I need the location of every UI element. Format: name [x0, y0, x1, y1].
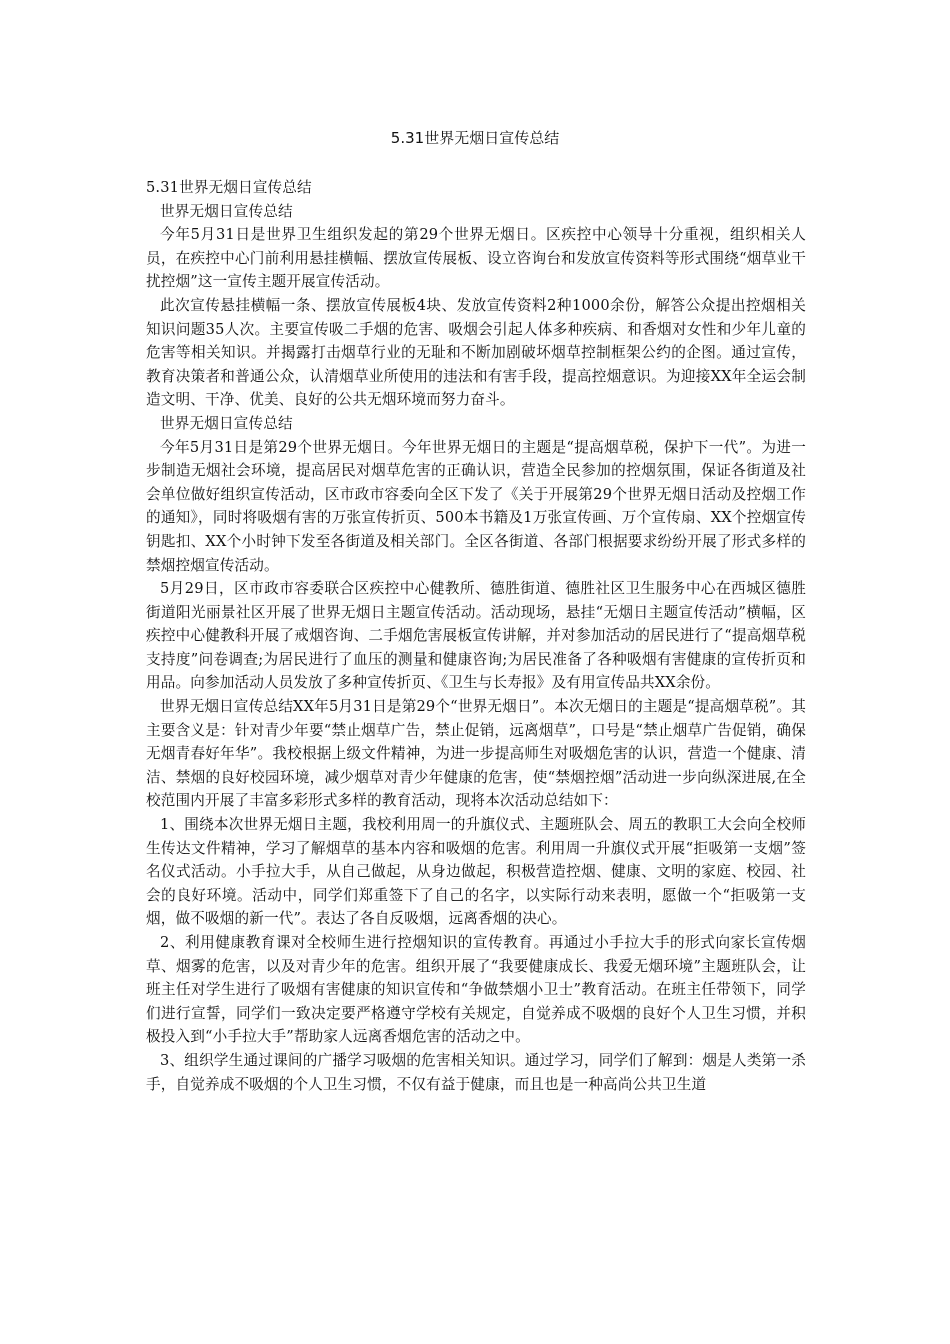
- list-item: 2、利用健康教育课对全校师生进行控烟知识的宣传教育。再通过小手拉大手的形式向家长宣传烟草、烟雾的危害，以及对青少年的危害。组织开展了“我要健康成长、我爱无烟环境”主题班队会，让班主任对学生进行了吸烟有害健康的知识宣传和“争做禁烟小卫士”教育活动。在班主任带领下，同学们进行宣誓，同学们一致决定要严格遵守学校有关规定，自觉养成不吸烟的良好个人卫生习惯，并积极投入到“小手拉大手”帮助家人远离香烟危害的活动之中。: [146, 934, 806, 1046]
- section-heading: 世界无烟日宣传总结: [160, 414, 293, 432]
- list-item: 1、围绕本次世界无烟日主题，我校利用周一的升旗仪式、主题班队会、周五的教职工大会向全校师生传达文件精神，学习了解烟草的基本内容和吸烟的危害。利用周一升旗仪式开展“拒吸第一支烟”签名仪式活动。小手拉大手，从自己做起，从身边做起，积极营造控烟、健康、文明的家庭、校园、社会的良好环境。活动中，同学们郑重签下了自己的名字，以实际行动来表明，愿做一个“拒吸第一支烟，做不吸烟的新一代”。表达了各自反吸烟，远离香烟的决心。: [146, 816, 806, 928]
- document-body: [146, 176, 806, 1096]
- paragraph-subtitle: 5.31世界无烟日宣传总结: [146, 179, 312, 196]
- paragraph: 此次宣传悬挂横幅一条、摆放宣传展板4块、发放宣传资料2种1000余份，解答公众提出控烟相关知识问题35人次。主要宣传吸二手烟的危害、吸烟会引起人体多种疾病、和香烟对女性和少年儿童的危害等相关知识。并揭露打击烟草行业的无耻和不断加剧破坏烟草控制框架公约的企图。通过宣传，教育决策者和普通公众，认清烟草业所使用的违法和有害手段，提高控烟意识。为迎接XX年全运会制造文明、干净、优美、良好的公共无烟环境而努力奋斗。: [146, 296, 806, 409]
- list-item: 3、组织学生通过课间的广播学习吸烟的危害相关知识。通过学习，同学们了解到：烟是人类第一杀手，自觉养成不吸烟的个人卫生习惯，不仅有益于健康，而且也是一种高尚公共卫生道: [146, 1051, 806, 1093]
- paragraph: 5月29日，区市政市容委联合区疾控中心健教所、德胜街道、德胜社区卫生服务中心在西城区德胜街道阳光丽景社区开展了世界无烟日主题宣传活动。活动现场，悬挂“无烟日主题宣传活动”横幅，区疾控中心健教科开展了戒烟咨询、二手烟危害展板宣传讲解，并对参加活动的居民进行了“提高烟草税支持度”问卷调查;为居民进行了血压的测量和健康咨询;为居民准备了各种吸烟有害健康的宣传折页和用品。向参加活动人员发放了多种宣传折页、《卫生与长寿报》及有用宣传品共XX余份。: [146, 580, 806, 692]
- section-heading: 世界无烟日宣传总结: [160, 202, 293, 220]
- paragraph: 世界无烟日宣传总结XX年5月31日是第29个“世界无烟日”。本次无烟日的主题是“提高烟草税”。其主要含义是：针对青少年要“禁止烟草广告，禁止促销，远离烟草”，口号是“禁止烟草广告促销，确保无烟青春好年华”。我校根据上级文件精神，为进一步提高师生对吸烟危害的认识，营造一个健康、清洁、禁烟的良好校园环境，减少烟草对青少年健康的危害，使“禁烟控烟”活动进一步向纵深进展,在全校范围内开展了丰富多彩形式多样的教育活动，现将本次活动总结如下：: [146, 698, 806, 810]
- paragraph: 今年5月31日是世界卫生组织发起的第29个世界无烟日。区疾控中心领导十分重视，组织相关人员，在疾控中心门前利用悬挂横幅、摆放宣传展板、设立咨询台和发放宣传资料等形式围绕“烟草业干扰控烟”这一宣传主题开展宣传活动。: [146, 226, 806, 291]
- document-title: 5.31世界无烟日宣传总结: [390, 129, 560, 147]
- paragraph: 今年5月31日是第29个世界无烟日。今年世界无烟日的主题是“提高烟草税，保护下一代”。为进一步制造无烟社会环境，提高居民对烟草危害的正确认识，营造全民参加的控烟氛围，保证各街道及社会单位做好组织宣传活动，区市政市容委向全区下发了《关于开展第29个世界无烟日活动及控烟工作的通知》，同时将吸烟有害的万张宣传折页、500本书籍及1万张宣传画、万个宣传扇、XX个控烟宣传钥匙扣、XX个小时钟下发至各街道及相关部门。全区各街道、各部门根据要求纷纷开展了形式多样的禁烟控烟宣传活动。: [146, 438, 806, 574]
